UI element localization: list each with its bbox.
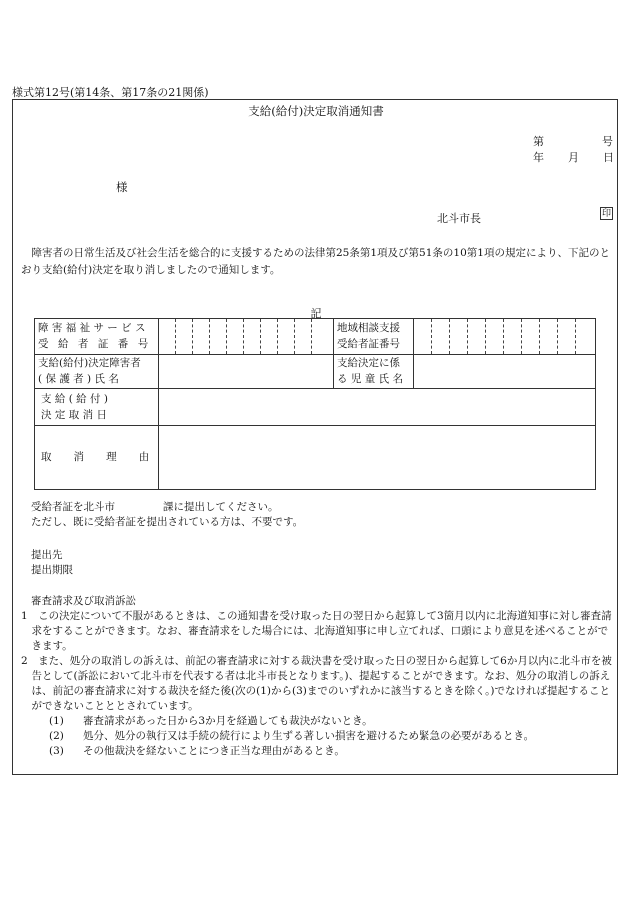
label-line: 受給者証番号	[337, 338, 400, 350]
document-title: 支給(給付)決定取消通知書	[248, 104, 384, 118]
seal-mark: 印	[601, 209, 611, 219]
label-line: る児童氏名	[337, 373, 407, 385]
notes-text: 受給者証を北斗市	[31, 501, 115, 513]
subitem-text: その他裁決を経ないことにつき正当な理由があるとき。	[83, 745, 345, 757]
issuer-name: 北斗市長	[437, 212, 481, 225]
subitem-text: 審査請求があった日から3か月を経過しても裁決がないとき。	[83, 715, 373, 727]
number-suffix: 号	[602, 135, 613, 148]
label-line: 決定取消日	[41, 409, 111, 421]
addressee-honorific: 様	[116, 180, 128, 194]
subitem-number: (3)	[49, 745, 64, 757]
notes-text: 課に提出してください。	[163, 501, 279, 513]
label-line: 支給決定に係	[337, 357, 400, 369]
details-table	[34, 318, 596, 490]
subitem-text: 処分、処分の執行又は手続の続行により生ずる著しい損害を避けるため緊急の必要があるとき。	[83, 730, 535, 742]
intro-paragraph: 障害者の日常生活及び社会生活を総合的に支援するための法律第25条第1項及び第51条の10第1項の規定により、下記のとおり支給(給付)決定を取り消しましたので通知します。	[21, 247, 610, 276]
cancellation-date-label	[41, 391, 111, 423]
month-label: 月	[568, 151, 579, 164]
subitem-number: (2)	[49, 730, 64, 742]
document-number-line	[533, 133, 613, 149]
appeal-subitem-1	[21, 714, 613, 729]
notes-line-2: ただし、既に受給者証を提出されている方は、不要です。	[31, 516, 304, 528]
appeal-subitem-3	[21, 744, 613, 759]
notes-line-1	[31, 500, 303, 515]
label-line: 障害福祉サービス	[38, 322, 149, 334]
recipient-name-label	[38, 355, 141, 387]
label-line: 支給(給付)	[41, 393, 112, 405]
submit-deadline: 提出期限	[31, 564, 73, 576]
appeal-item-2: 2 また、処分の取消しの訴えは、前記の審査請求に対する裁決書を受け取った日の翌日から起算して6か月以内に北斗市を被告として(訴訟において北斗市を代表する者は北斗市長となります。)、提起することができます。なお、処分の取消しの訴えは、前記の審査請求に対する裁決を経た後(次の(1)から(3)までのいずれかに該当するときを除く。)でなければ提起することができないことととされています。	[21, 655, 612, 712]
appeal-subitem-2	[21, 729, 613, 744]
date-line	[533, 149, 614, 165]
cancellation-reason-label: 取消理由	[41, 451, 172, 463]
appeal-item-1: 1 この決定について不服があるときは、この通知書を受け取った日の翌日から起算して3箇月以内に北海道知事に対し審査請求をすることができます。なお、審査請求をした場合には、北海道知事に申し立てれば、口頭により意見を述べることができます。	[21, 610, 612, 652]
community-support-number-label	[337, 320, 400, 352]
service-recipient-number-label	[38, 320, 158, 352]
ki-heading: 記	[310, 307, 322, 320]
submit-destination: 提出先	[31, 549, 63, 561]
year-label: 年	[533, 151, 544, 164]
number-prefix: 第	[533, 135, 544, 148]
label-line: 支給(給付)決定障害者	[38, 357, 141, 369]
form-number-label: 様式第12号(第14条、第17条の21関係)	[12, 86, 209, 99]
document-frame	[12, 99, 618, 775]
appeal-section	[21, 594, 613, 759]
day-label: 日	[603, 151, 614, 164]
appeal-heading: 審査請求及び取消訴訟	[31, 595, 136, 607]
submission-notes	[31, 500, 303, 530]
child-name-label	[337, 355, 406, 387]
label-line: 地域相談支援	[337, 322, 400, 334]
label-line: (保護者)氏名	[38, 373, 123, 385]
subitem-number: (1)	[49, 715, 64, 727]
label-line: 受給者証番号	[38, 338, 158, 350]
submission-info	[31, 548, 73, 578]
